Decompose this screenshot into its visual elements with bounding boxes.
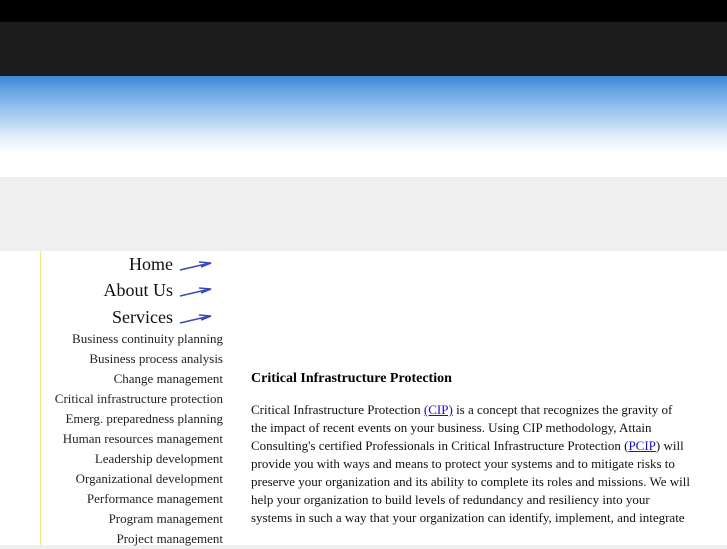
- header-dark-band: [0, 22, 727, 76]
- nav-human-resources-management[interactable]: Human resources management: [62, 431, 223, 446]
- cip-link[interactable]: (CIP): [423, 402, 453, 417]
- body-text-part: is a concept that recognizes the gravity of the impact of recent events on your business. Using CIP methodology, Attain Consulting's certified Professionals in Critical Infrastructure Protection (: [251, 402, 673, 453]
- nav-performance-management[interactable]: Performance management: [86, 491, 223, 506]
- pcip-link[interactable]: PCIP: [628, 438, 656, 453]
- nav-change-management[interactable]: Change management: [113, 371, 223, 386]
- header-blue-gradient: [0, 76, 727, 177]
- body-text-part: ) will provide you with ways and means to protect your systems and to mitigate risks to preserve your organization and its ability to complete its roles and missions. We will help your organization to build levels of redundancy and resiliency into your systems in such a way that your organization can identify, implement, and integrate: [251, 438, 690, 525]
- nav-critical-infrastructure-protection[interactable]: Critical infrastructure protection: [54, 391, 223, 406]
- sidebar-divider: [40, 251, 41, 545]
- nav-home-label: Home: [129, 254, 173, 274]
- nav-home[interactable]: [129, 251, 213, 277]
- nav-services[interactable]: [112, 304, 213, 330]
- arrow-icon: [179, 314, 213, 324]
- nav-project-management[interactable]: Project management: [116, 531, 223, 546]
- sidebar-navigation: [0, 251, 234, 545]
- body-paragraph: [251, 401, 691, 527]
- header-top-bar: [0, 0, 727, 22]
- header-gray-band: [0, 177, 727, 251]
- nav-leadership-development[interactable]: Leadership development: [94, 451, 223, 466]
- page-title: Critical Infrastructure Protection: [251, 371, 452, 386]
- arrow-icon: [179, 287, 213, 297]
- nav-business-process-analysis[interactable]: Business process analysis: [89, 351, 223, 366]
- nav-about-us[interactable]: [103, 277, 213, 303]
- main-content: [233, 251, 727, 545]
- nav-emerg-preparedness-planning[interactable]: Emerg. preparedness planning: [65, 411, 223, 426]
- nav-program-management[interactable]: Program management: [108, 511, 223, 526]
- arrow-icon: [179, 261, 213, 271]
- nav-organizational-development[interactable]: Organizational development: [75, 471, 223, 486]
- nav-services-label: Services: [112, 307, 173, 327]
- nav-about-us-label: About Us: [103, 280, 173, 300]
- body-text-part: Critical Infrastructure Protection: [251, 402, 424, 417]
- nav-business-continuity-planning[interactable]: Business continuity planning: [72, 331, 223, 346]
